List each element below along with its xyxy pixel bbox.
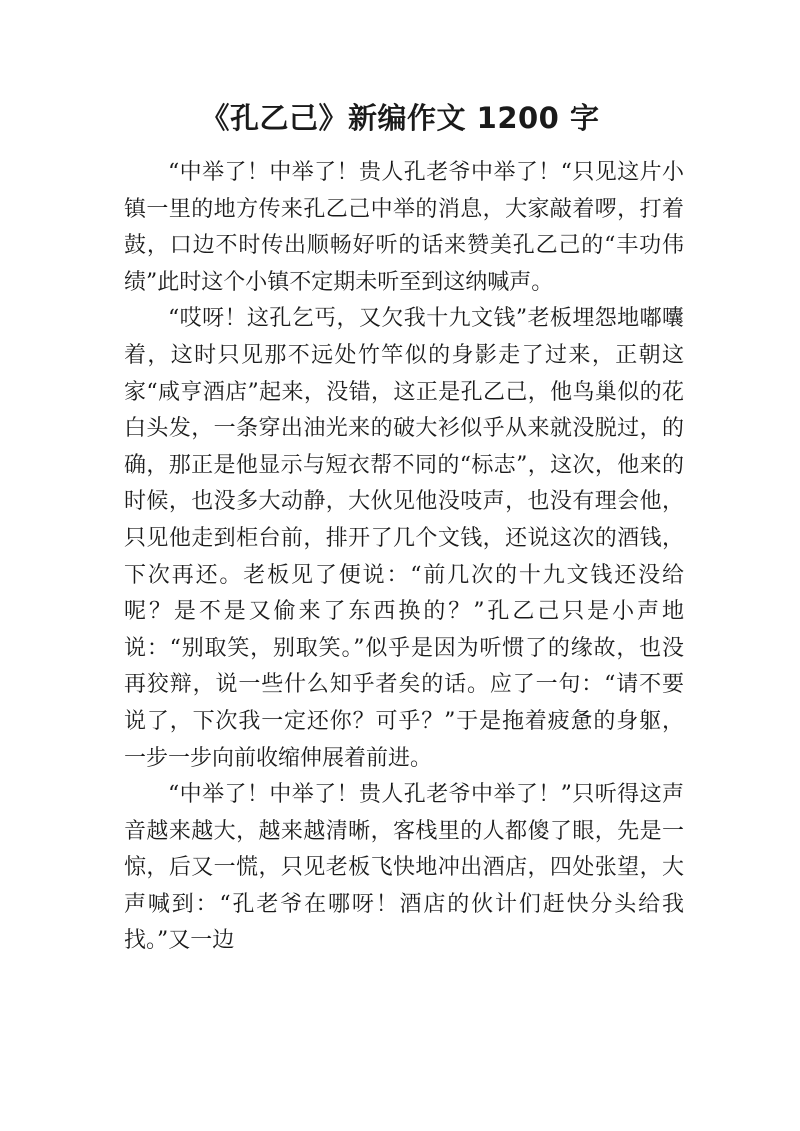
document-title: 《孔乙己》新编作文 1200 字 (200, 101, 600, 135)
paragraph-3: “中举了！中举了！贵人孔老爷中举了！”只听得这声音越来越大，越来越清晰，客栈里的人都傻了眼，先是一惊，后又一慌，只见老板飞快地冲出酒店，四处张望，大声喊到：“孔老爷在哪呀！酒店的伙计们赶快分头给我找。”又一边 (124, 782, 684, 954)
paragraph-1: “中举了！中举了！贵人孔老爷中举了！“只见这片小镇一里的地方传来孔乙己中举的消息，大家敲着啰，打着鼓，口边不时传出顺畅好听的话来赞美孔乙己的“丰功伟绩”此时这个小镇不定期未听至到这纳喊声。 (124, 160, 684, 295)
document-body (124, 155, 684, 960)
paragraph-2: “哎呀！这孔乞丐，又欠我十九文钱”老板埋怨地嘟囔着，这时只见那不远处竹竿似的身影走了过来，正朝这家“咸亨酒店”起来，没错，这正是孔乙己，他鸟巢似的花白头发，一条穿出油光来的破大衫似乎从来就没脱过，的确，那正是他显示与短衣帮不同的“标志”，这次，他来的时候，也没多大动静，大伙见他没吱声，也没有理会他，只见他走到柜台前，排开了几个文钱，还说这次的酒钱，下次再还。老板见了便说：“前几次的十九文钱还没给呢？是不是又偷来了东西换的？”孔乙己只是小声地说：“别取笑，别取笑。”似乎是因为听惯了的缘故，也没再狡辩，说一些什么知乎者矣的话。应了一句：“请不要说了，下次我一定还你？可乎？”于是拖着疲惫的身躯，一步一步向前收缩伸展着前进。 (124, 306, 684, 771)
